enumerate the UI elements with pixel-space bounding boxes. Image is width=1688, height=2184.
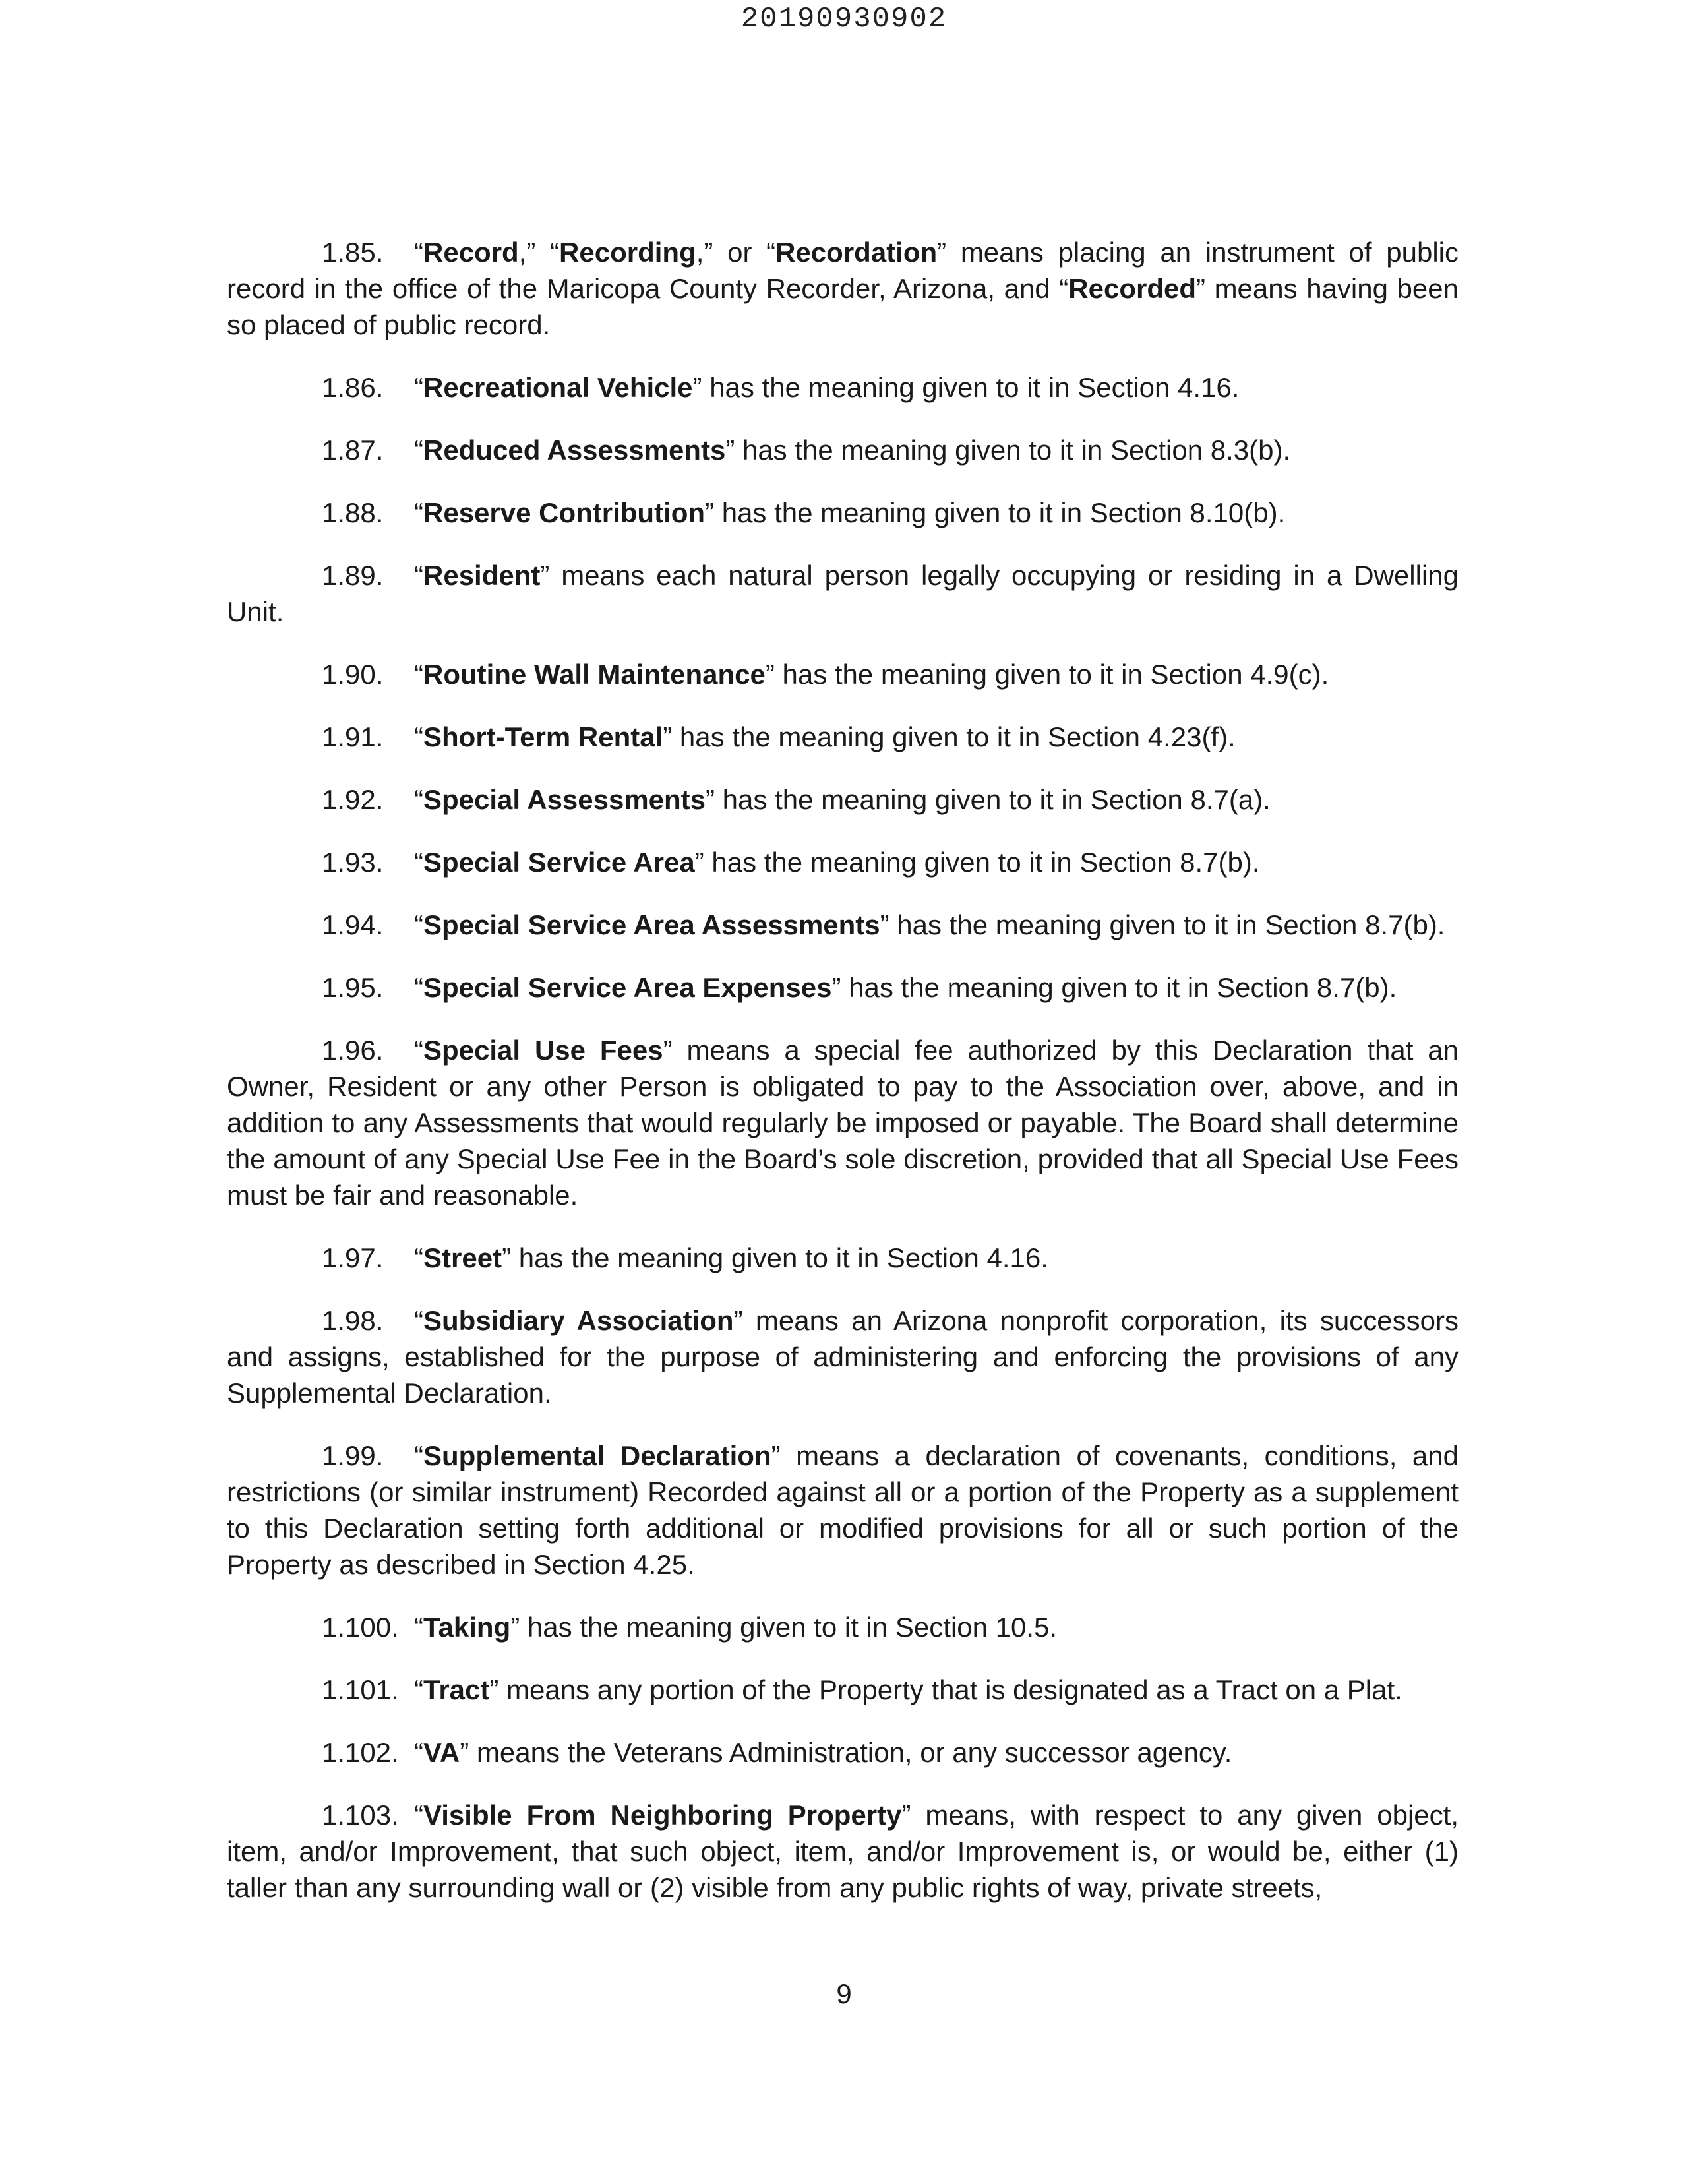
definition-text: ” has the meaning given to it in Section 4.9(c). <box>765 659 1329 690</box>
definition-text: “ <box>414 972 423 1003</box>
section-number: 1.97. <box>322 1242 384 1273</box>
definition-1-99 <box>227 1438 1459 1583</box>
defined-term: Short-Term Rental <box>423 721 663 752</box>
definition-text: “ <box>414 784 423 815</box>
definition-text: ,” “ <box>518 237 560 268</box>
definition-text: “ <box>414 1800 423 1831</box>
definition-1-102 <box>227 1734 1459 1771</box>
defined-term: Recordation <box>775 237 938 268</box>
section-number: 1.89. <box>322 560 384 591</box>
definition-1-92 <box>227 781 1459 818</box>
definition-1-85 <box>227 234 1459 343</box>
definition-text: “ <box>414 435 423 466</box>
definition-text: “ <box>414 1440 423 1471</box>
defined-term: Taking <box>423 1612 511 1643</box>
definition-1-103 <box>227 1797 1459 1906</box>
definition-1-95 <box>227 969 1459 1006</box>
section-number: 1.88. <box>322 497 384 528</box>
recording-number: 20190930902 <box>740 3 948 36</box>
definition-text: “ <box>414 1242 423 1273</box>
definition-1-88 <box>227 495 1459 531</box>
defined-term: Special Service Area Expenses <box>423 972 832 1003</box>
definition-text: ” has the meaning given to it in Section 4.16. <box>692 372 1240 403</box>
definition-text: “ <box>414 1612 423 1643</box>
section-number: 1.85. <box>322 237 384 268</box>
definition-1-90 <box>227 656 1459 692</box>
definition-1-101 <box>227 1672 1459 1708</box>
definition-text: ” has the meaning given to it in Section 8.7(b). <box>880 909 1445 940</box>
definition-1-97 <box>227 1240 1459 1276</box>
definition-text: “ <box>414 237 423 268</box>
section-number: 1.95. <box>322 972 384 1003</box>
defined-term: Record <box>423 237 519 268</box>
definition-text: “ <box>414 497 423 528</box>
definition-text: ” means having been so placed of public record. <box>227 273 1459 340</box>
definition-text: ” has the meaning given to it in Section 8.10(b). <box>705 497 1286 528</box>
section-number: 1.92. <box>322 784 384 815</box>
defined-term: Recording <box>559 237 696 268</box>
definition-1-94 <box>227 907 1459 943</box>
definition-text: “ <box>414 1737 423 1768</box>
page-number: 9 <box>836 1978 852 2009</box>
definition-text: ” has the meaning given to it in Section 8.7(b). <box>694 847 1260 878</box>
definition-text: ” has the meaning given to it in Section 8.3(b). <box>725 435 1291 466</box>
defined-term: Special Assessments <box>423 784 706 815</box>
definition-text: ” means a special fee authorized by this Declaration that an Owner, Resident or any other Person is obligated to pay to the Association over, above, and in addition to any Assessments that would regularly be imposed or payable. The Board shall determine the amount of any Special Use Fee in the Board’s sole discretion, provided that all Special Use Fees must be fair and reasonable. <box>227 1035 1459 1211</box>
definition-text: ” means any portion of the Property that is designated as a Tract on a Plat. <box>489 1674 1402 1705</box>
definition-1-93 <box>227 844 1459 880</box>
definition-text: “ <box>414 1305 423 1336</box>
section-number: 1.86. <box>322 372 384 403</box>
definition-text: “ <box>414 659 423 690</box>
definition-text: ,” or “ <box>696 237 776 268</box>
defined-term: Special Use Fees <box>423 1035 663 1066</box>
defined-term: Special Service Area Assessments <box>423 909 880 940</box>
definition-text: ” means each natural person legally occupying or residing in a Dwelling Unit. <box>227 560 1459 627</box>
definition-text: ” has the meaning given to it in Section 4.16. <box>502 1242 1048 1273</box>
defined-term: Routine Wall Maintenance <box>423 659 766 690</box>
defined-term: Visible From Neighboring Property <box>423 1800 902 1831</box>
defined-term: Supplemental Declaration <box>423 1440 771 1471</box>
section-number: 1.100. <box>322 1612 399 1643</box>
definition-text: ” has the meaning given to it in Section 8.7(a). <box>706 784 1271 815</box>
section-number: 1.96. <box>322 1035 384 1066</box>
definition-1-86 <box>227 369 1459 406</box>
definition-text: ” means a declaration of covenants, conditions, and restrictions (or similar instrument) Recorded against all or a portion of the Property as a supplement to this Declaration setting forth additional or modified provisions for all or such portion of the Property as described in Section 4.25. <box>227 1440 1459 1580</box>
defined-term: Recreational Vehicle <box>423 372 693 403</box>
section-number: 1.99. <box>322 1440 384 1471</box>
definition-text: ” has the meaning given to it in Section 8.7(b). <box>831 972 1397 1003</box>
defined-term: Reduced Assessments <box>423 435 726 466</box>
defined-term: Street <box>423 1242 502 1273</box>
defined-term: Special Service Area <box>423 847 695 878</box>
definitions-body <box>227 234 1459 1932</box>
definition-text: “ <box>414 1035 423 1066</box>
defined-term: Tract <box>423 1674 490 1705</box>
definition-1-89 <box>227 557 1459 630</box>
definition-text: “ <box>414 847 423 878</box>
section-number: 1.103. <box>322 1800 399 1831</box>
definition-text: ” means, with respect to any given object, item, and/or Improvement, that such object, item, and/or Improvement is, or would be, either (1) taller than any surrounding wall or (2) visible from any public rights of way, private streets, <box>227 1800 1459 1903</box>
definition-1-100 <box>227 1609 1459 1645</box>
definition-text: “ <box>414 560 423 591</box>
section-number: 1.91. <box>322 721 384 752</box>
definition-1-91 <box>227 719 1459 755</box>
definition-text: ” means an Arizona nonprofit corporation, its successors and assigns, established for the purpose of administering and enforcing the provisions of any Supplemental Declaration. <box>227 1305 1459 1409</box>
defined-term: VA <box>423 1737 460 1768</box>
section-number: 1.87. <box>322 435 384 466</box>
defined-term: Resident <box>423 560 541 591</box>
defined-term: Subsidiary Association <box>423 1305 734 1336</box>
definition-text: ” means placing an instrument of public record in the office of the Maricopa County Recorder, Arizona, and “ <box>227 237 1459 304</box>
defined-term: Recorded <box>1068 273 1196 304</box>
definition-text: “ <box>414 721 423 752</box>
section-number: 1.101. <box>322 1674 399 1705</box>
definition-1-96 <box>227 1032 1459 1213</box>
definition-text: ” has the meaning given to it in Section 10.5. <box>510 1612 1058 1643</box>
section-number: 1.90. <box>322 659 384 690</box>
definition-text: “ <box>414 372 423 403</box>
section-number: 1.102. <box>322 1737 399 1768</box>
definition-1-87 <box>227 432 1459 468</box>
section-number: 1.93. <box>322 847 384 878</box>
definition-1-98 <box>227 1302 1459 1411</box>
definition-text: “ <box>414 909 423 940</box>
section-number: 1.98. <box>322 1305 384 1336</box>
definition-text: ” means the Veterans Administration, or any successor agency. <box>460 1737 1232 1768</box>
section-number: 1.94. <box>322 909 384 940</box>
definition-text: “ <box>414 1674 423 1705</box>
defined-term: Reserve Contribution <box>423 497 706 528</box>
definition-text: ” has the meaning given to it in Section 4.23(f). <box>663 721 1236 752</box>
